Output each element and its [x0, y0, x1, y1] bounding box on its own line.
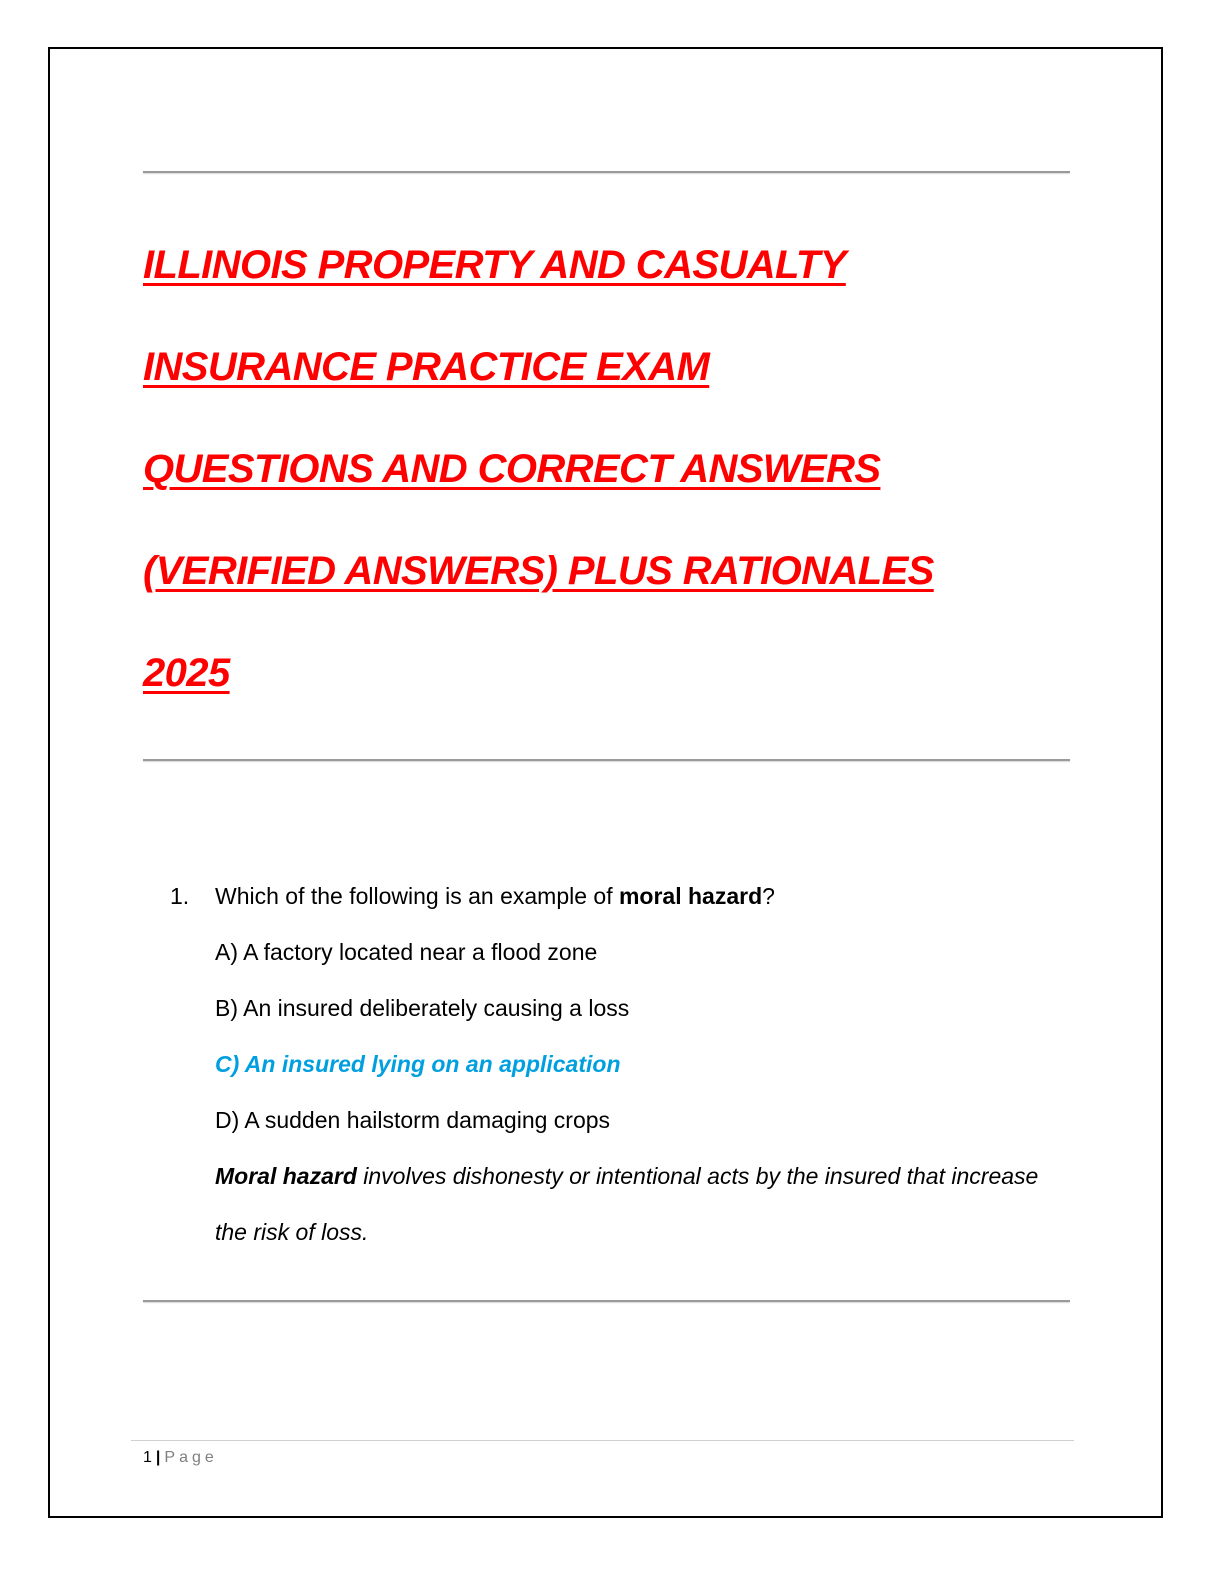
horizontal-rule-bottom [143, 1300, 1070, 1302]
question-1 [170, 868, 1070, 1260]
horizontal-rule-middle [143, 759, 1070, 761]
option-a: A) A factory located near a flood zone [215, 939, 598, 965]
page-footer [143, 1446, 218, 1470]
question-stem-text: Which of the following is an example of [215, 883, 619, 909]
option-c-correct: C) An insured lying on an application [215, 1051, 621, 1077]
option-d: D) A sudden hailstorm damaging crops [215, 1107, 611, 1133]
question-body [215, 924, 1070, 1260]
title-line-2: INSURANCE PRACTICE EXAM [143, 345, 710, 389]
rationale-keyword: Moral hazard [215, 1163, 357, 1189]
footer-rule [131, 1440, 1074, 1441]
horizontal-rule-top [143, 171, 1070, 173]
footer-separator: | [155, 1449, 161, 1466]
question-stem [170, 868, 1070, 924]
page-label: Page [164, 1449, 218, 1466]
title-line-4: (VERIFIED ANSWERS) PLUS RATIONALES [143, 549, 934, 593]
rationale-text: involves dishonesty or intentional acts by the insured that increase the risk of loss. [215, 1163, 1039, 1245]
title-line-3: QUESTIONS AND CORRECT ANSWERS [143, 447, 881, 491]
title-line-1: ILLINOIS PROPERTY AND CASUALTY [143, 243, 846, 287]
page-number: 1 [143, 1449, 152, 1466]
document-title [143, 214, 1123, 724]
title-line-5: 2025 [143, 651, 230, 695]
rationale [215, 1148, 1070, 1260]
question-stem-keyword: moral hazard [618, 883, 763, 909]
question-stem-end: ? [762, 883, 775, 909]
option-b: B) An insured deliberately causing a loss [215, 995, 630, 1021]
question-number: 1. [170, 883, 190, 909]
